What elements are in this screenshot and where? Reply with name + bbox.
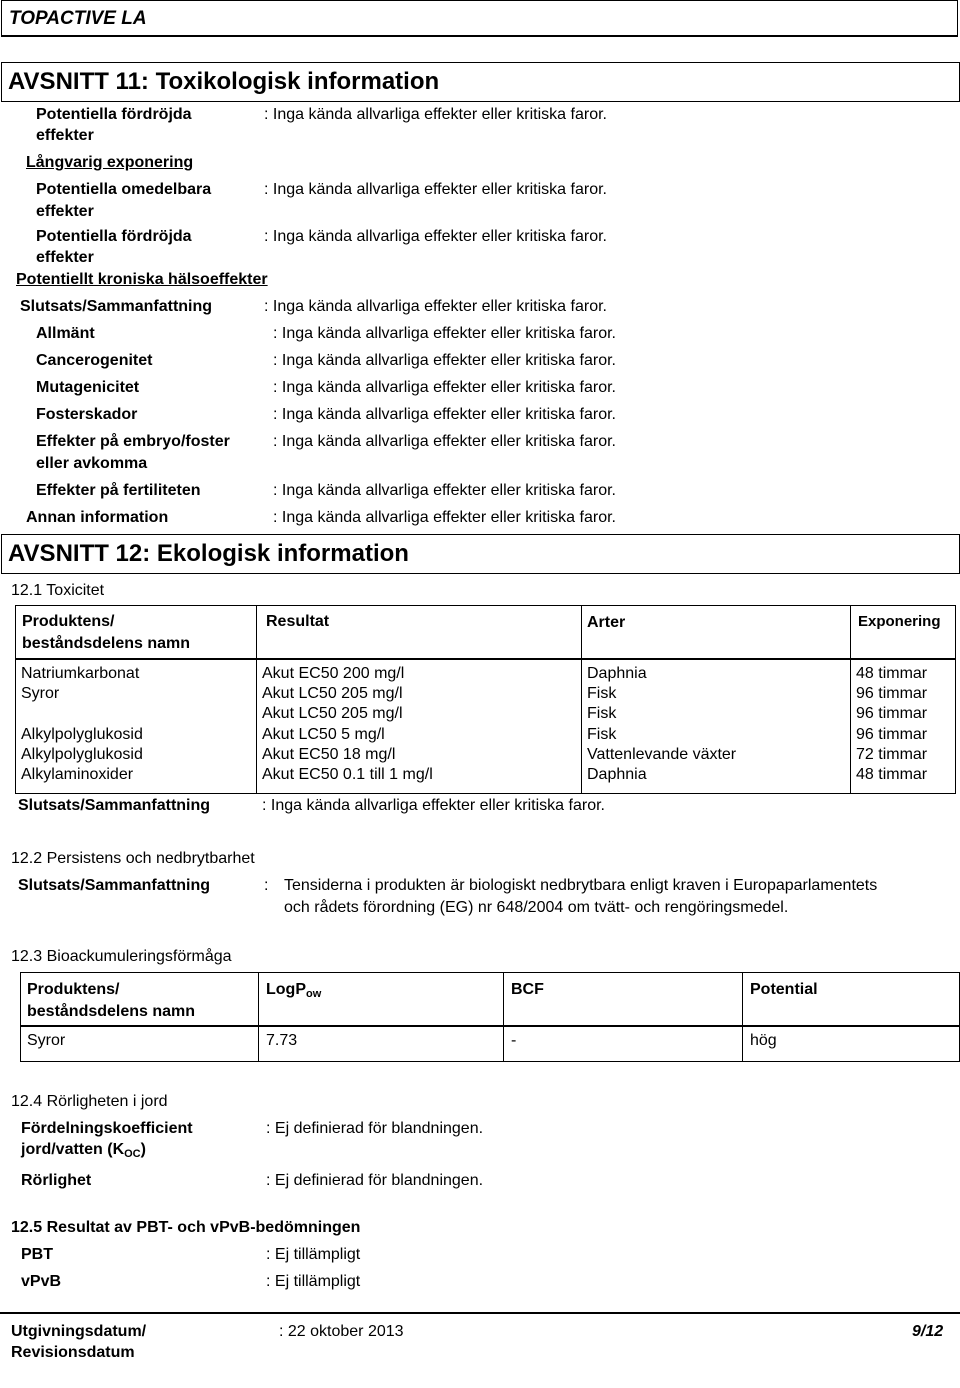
cell-result: Akut LC50 205 mg/l xyxy=(262,685,403,702)
developmental-label-cont: eller avkomma xyxy=(36,455,148,472)
immediate-effects-label-cont: effekter xyxy=(36,203,94,220)
footer-date-label-cont: Revisionsdatum xyxy=(11,1344,135,1361)
mutagenicity-label: Mutagenicitet xyxy=(36,379,140,396)
footer-date-label: Utgivningsdatum/ xyxy=(11,1323,147,1340)
summary-value: : Inga kända allvarliga effekter eller kritiska faror. xyxy=(264,298,607,315)
koc-label-cont: jord/vatten $(K_{OC})$ xyxy=(21,1141,146,1160)
persistence-colon: : xyxy=(264,877,269,894)
koc-value: : Ej definierad för blandningen. xyxy=(266,1120,484,1137)
delayed-effects-2-label-cont: effekter xyxy=(36,249,94,266)
cell-species: Fisk xyxy=(587,705,617,722)
cell-name: Alkylpolyglukosid xyxy=(21,746,143,763)
delayed-effects-2-label: Potentiella fördröjda xyxy=(36,228,192,245)
developmental-label: Effekter på embryo/foster xyxy=(36,433,230,450)
other-info-value: : Inga kända allvarliga effekter eller kritiska faror. xyxy=(273,509,616,526)
cell-species: Vattenlevande växter xyxy=(587,746,737,763)
bio-cell-potential: hög xyxy=(750,1032,777,1049)
long-term-exposure-heading: Långvarig exponering xyxy=(26,154,194,171)
bio-col-header-name: Produktens/ xyxy=(27,981,120,998)
toxicity-summary-label: Slutsats/Sammanfattning xyxy=(18,797,211,814)
page-number: 9/12 xyxy=(912,1323,944,1340)
cell-exposure: 48 timmar xyxy=(856,665,928,682)
mobility-heading: 12.4 Rörligheten i jord xyxy=(11,1093,168,1110)
cell-result: Akut EC50 18 mg/l xyxy=(262,746,396,763)
delayed-effects-label-cont: effekter xyxy=(36,127,94,144)
bioaccumulation-col-divider xyxy=(503,972,504,1062)
footer-date-value: : 22 oktober 2013 xyxy=(279,1323,404,1340)
carcinogenicity-label: Cancerogenitet xyxy=(36,352,153,369)
carcinogenicity-value: : Inga kända allvarliga effekter eller kritiska faror. xyxy=(273,352,616,369)
bioaccumulation-col-divider xyxy=(258,972,259,1062)
section-12-heading-box xyxy=(1,534,960,574)
toxicity-col-divider xyxy=(256,605,257,794)
footer-divider xyxy=(0,1312,960,1314)
other-info-label: Annan information xyxy=(26,509,169,526)
persistence-value-cont: och rådets förordning (EG) nr 648/2004 om tvätt- och rengöringsmedel. xyxy=(284,899,789,916)
general-value: : Inga kända allvarliga effekter eller kritiska faror. xyxy=(273,325,616,342)
section-12-heading: AVSNITT 12: Ekologisk information xyxy=(8,540,409,567)
pbt-value: : Ej tillämpligt xyxy=(266,1246,361,1263)
cell-name: Natriumkarbonat xyxy=(21,665,140,682)
cell-exposure: 96 timmar xyxy=(856,726,928,743)
cell-species: Daphnia xyxy=(587,665,647,682)
cell-species: Fisk xyxy=(587,726,617,743)
mobility-value: : Ej definierad för blandningen. xyxy=(266,1172,484,1189)
bioaccumulation-heading: 12.3 Bioackumuleringsförmåga xyxy=(11,948,232,965)
cell-result: Akut EC50 200 mg/l xyxy=(262,665,405,682)
teratogenicity-label: Fosterskador xyxy=(36,406,138,423)
bioaccumulation-col-divider xyxy=(742,972,743,1062)
teratogenicity-value: : Inga kända allvarliga effekter eller kritiska faror. xyxy=(273,406,616,423)
toxicity-heading: 12.1 Toxicitet xyxy=(11,582,105,599)
cell-exposure: 48 timmar xyxy=(856,766,928,783)
cell-exposure: 72 timmar xyxy=(856,746,928,763)
cell-name: Syror xyxy=(21,685,60,702)
chronic-effects-heading: Potentiellt kroniska hälsoeffekter xyxy=(16,271,268,288)
section-11-heading: AVSNITT 11: Toxikologisk information xyxy=(8,68,440,95)
fertility-label: Effekter på fertiliteten xyxy=(36,482,201,499)
mutagenicity-value: : Inga kända allvarliga effekter eller kritiska faror. xyxy=(273,379,616,396)
cell-result: Akut LC50 205 mg/l xyxy=(262,705,403,722)
section-11-heading-box xyxy=(1,62,960,102)
col-header-name: Produktens/ xyxy=(22,613,115,630)
bio-cell-name: Syror xyxy=(27,1032,66,1049)
cell-species: Daphnia xyxy=(587,766,647,783)
persistence-summary-label: Slutsats/Sammanfattning xyxy=(18,877,211,894)
cell-exposure: 96 timmar xyxy=(856,685,928,702)
immediate-effects-value: : Inga kända allvarliga effekter eller kritiska faror. xyxy=(264,181,607,198)
bio-col-header-bcf: BCF xyxy=(511,981,544,998)
cell-exposure: 96 timmar xyxy=(856,705,928,722)
document-title: TOPACTIVE LA xyxy=(9,8,147,29)
col-header-species: Arter xyxy=(587,614,626,631)
delayed-effects-value: : Inga kända allvarliga effekter eller kritiska faror. xyxy=(264,106,607,123)
bio-col-header-potential: Potential xyxy=(750,981,818,998)
developmental-value: : Inga kända allvarliga effekter eller kritiska faror. xyxy=(273,433,616,450)
pbt-label: PBT xyxy=(21,1246,53,1263)
mobility-label: Rörlighet xyxy=(21,1172,92,1189)
col-header-name-cont: beståndsdelens namn xyxy=(22,635,191,652)
fertility-value: : Inga kända allvarliga effekter eller kritiska faror. xyxy=(273,482,616,499)
cell-result: Akut LC50 5 mg/l xyxy=(262,726,385,743)
toxicity-col-divider xyxy=(850,605,851,794)
col-header-result: Resultat xyxy=(266,613,330,630)
vpvb-label: vPvB xyxy=(21,1273,62,1290)
toxicity-summary-value: : Inga kända allvarliga effekter eller kritiska faror. xyxy=(262,797,605,814)
cell-name: Alkylpolyglukosid xyxy=(21,726,143,743)
persistence-value: Tensiderna i produkten är biologiskt nedbrytbara enligt kraven i Europaparlamentets xyxy=(284,877,878,894)
bio-cell-bcf: - xyxy=(511,1032,517,1049)
col-header-exposure: Exponering xyxy=(858,613,941,630)
summary-label: Slutsats/Sammanfattning xyxy=(20,298,213,315)
koc-label: Fördelningskoefficient xyxy=(21,1120,193,1137)
document-header xyxy=(1,0,958,37)
delayed-effects-label: Potentiella fördröjda xyxy=(36,106,192,123)
bioaccumulation-header-divider xyxy=(20,1025,960,1027)
bio-cell-logp: 7.73 xyxy=(266,1032,298,1049)
bio-col-header-logp: LogP$_{ow}$ xyxy=(266,981,322,1000)
delayed-effects-2-value: : Inga kända allvarliga effekter eller kritiska faror. xyxy=(264,228,607,245)
bio-col-header-name-cont: beståndsdelens namn xyxy=(27,1003,196,1020)
pbt-heading: 12.5 Resultat av PBT- och vPvB-bedömningen xyxy=(11,1219,361,1236)
persistence-heading: 12.2 Persistens och nedbrytbarhet xyxy=(11,850,255,867)
cell-species: Fisk xyxy=(587,685,617,702)
cell-result: Akut EC50 0.1 till 1 mg/l xyxy=(262,766,433,783)
general-label: Allmänt xyxy=(36,325,95,342)
immediate-effects-label: Potentiella omedelbara xyxy=(36,181,212,198)
cell-name: Alkylaminoxider xyxy=(21,766,134,783)
toxicity-col-divider xyxy=(581,605,582,794)
vpvb-value: : Ej tillämpligt xyxy=(266,1273,361,1290)
